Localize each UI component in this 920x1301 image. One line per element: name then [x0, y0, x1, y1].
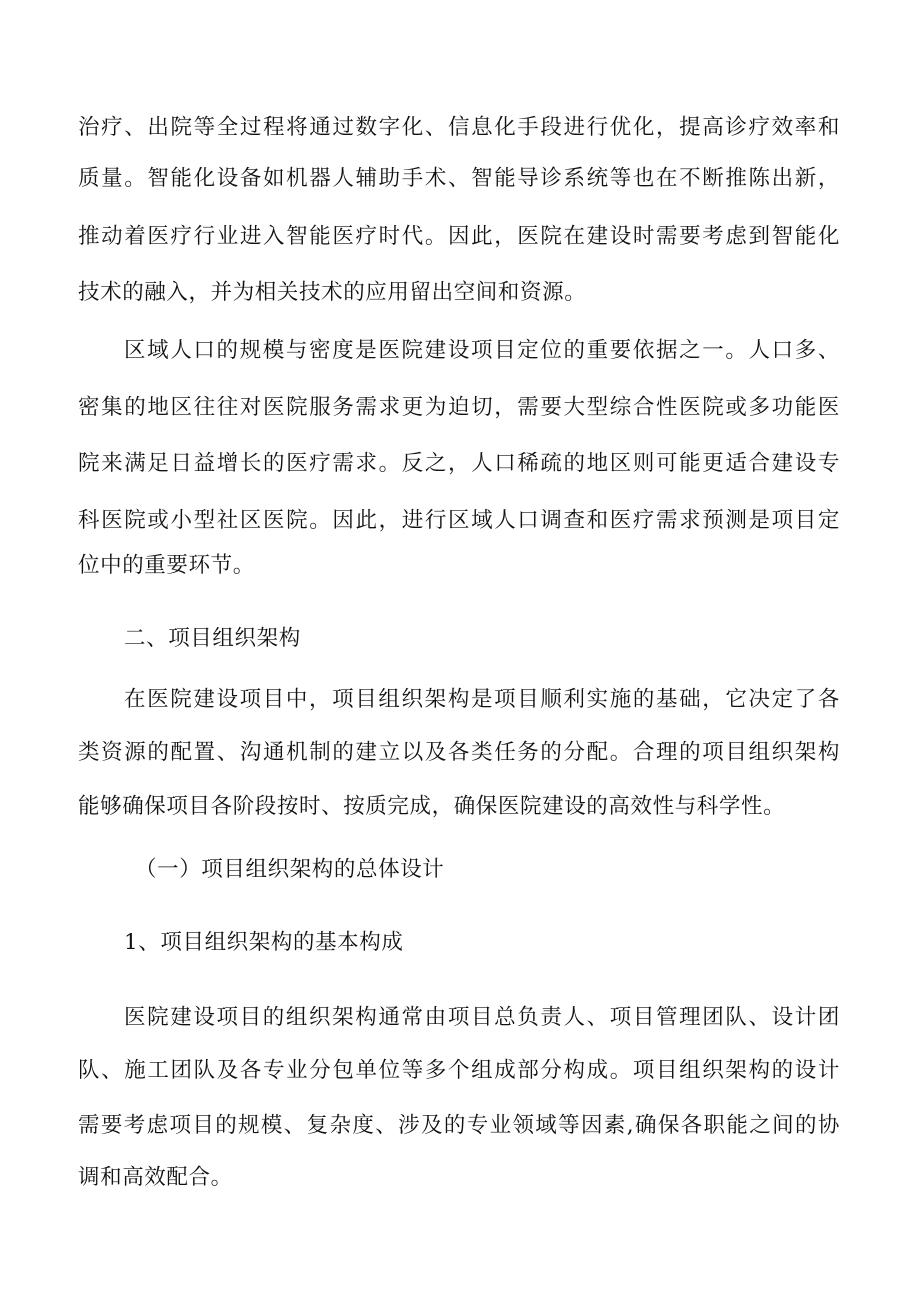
- subsection-heading: （一）项目组织架构的总体设计: [135, 857, 445, 882]
- section-heading: 二、项目组织架构: [124, 626, 301, 651]
- paragraph-line: 推动着医疗行业进入智能医疗时代。因此，医院在建设时需要考虑到智能化: [78, 224, 840, 249]
- paragraph-line: 区域人口的规模与密度是医院建设项目定位的重要依据之一。人口多、: [124, 338, 840, 363]
- paragraph-line: 调和高效配合。: [78, 1165, 233, 1190]
- paragraph-line: 治疗、出院等全过程将通过数字化、信息化手段进行优化，提高诊疗效率和: [78, 115, 840, 140]
- paragraph-line: 类资源的配置、沟通机制的建立以及各类任务的分配。合理的项目组织架构: [78, 740, 840, 765]
- paragraph-line: 医院建设项目的组织架构通常由项目总负责人、项目管理团队、设计团: [124, 1005, 840, 1030]
- paragraph-line: 需要考虑项目的规模、复杂度、涉及的专业领域等因素,确保各职能之间的协: [78, 1113, 840, 1138]
- paragraph-line: 队、施工团队及各专业分包单位等多个组成部分构成。项目组织架构的设计: [78, 1058, 840, 1083]
- paragraph-line: 能够确保项目各阶段按时、按质完成，确保医院建设的高效性与科学性。: [78, 794, 786, 819]
- paragraph-line: 科医院或小型社区医院。因此，进行区域人口调查和医疗需求预测是项目定: [78, 508, 840, 533]
- paragraph-line: 位中的重要环节。: [78, 553, 255, 578]
- paragraph-line: 密集的地区往往对医院服务需求更为迫切，需要大型综合性医院或多功能医: [78, 395, 840, 420]
- paragraph-line: 在医院建设项目中，项目组织架构是项目顺利实施的基础，它决定了各: [124, 687, 840, 712]
- paragraph-line: 质量。智能化设备如机器人辅助手术、智能导诊系统等也在不断推陈出新，: [78, 166, 840, 191]
- paragraph-line: 技术的融入，并为相关技术的应用留出空间和资源。: [78, 280, 587, 305]
- item-heading: 1、项目组织架构的基本构成: [124, 930, 404, 955]
- paragraph-line: 院来满足日益增长的医疗需求。反之，人口稀疏的地区则可能更适合建设专: [78, 451, 840, 476]
